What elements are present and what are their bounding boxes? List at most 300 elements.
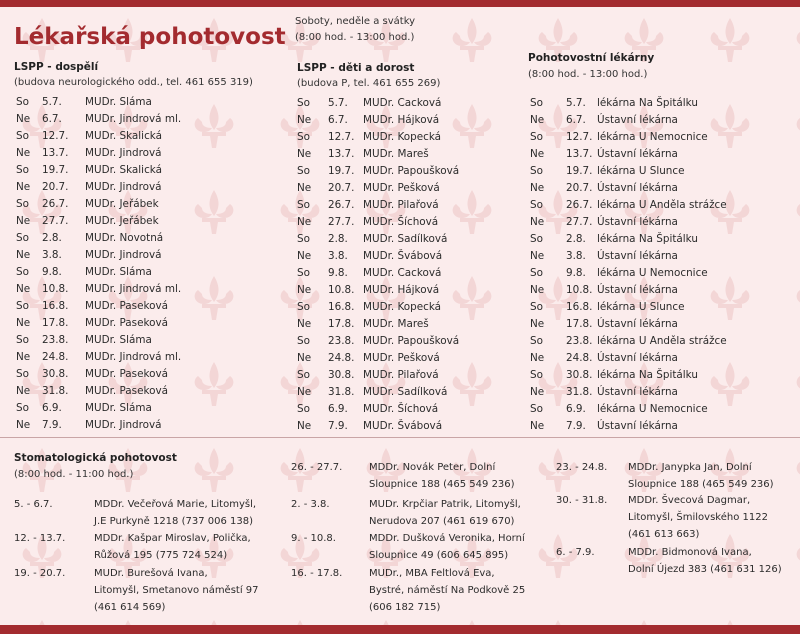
date-cell: 9.8.	[566, 266, 586, 279]
name-cell: Ústavní lékárna	[597, 352, 678, 365]
dental-line: Sloupnice 188 (465 549 236)	[628, 479, 774, 490]
day-cell: Ne	[297, 215, 312, 228]
day-cell: Ne	[530, 215, 545, 228]
name-cell: lékárna U Anděla strážce	[597, 335, 727, 348]
day-cell: Ne	[16, 180, 31, 193]
day-cell: Ne	[297, 318, 312, 331]
date-cell: 12.7.	[566, 130, 593, 143]
date-cell: 17.8.	[566, 318, 593, 331]
day-cell: Ne	[297, 386, 312, 399]
name-cell: MUDr. Papoušková	[363, 164, 460, 177]
name-cell: Ústavní lékárna	[597, 113, 678, 126]
name-cell: MUDr. Kopecká	[363, 130, 442, 143]
name-cell: MUDr. Mareš	[363, 147, 429, 160]
dental-line: Sloupnice 188 (465 549 236)	[369, 479, 515, 490]
date-cell: 6.7.	[566, 113, 586, 126]
day-cell: Ne	[16, 214, 31, 227]
dental-line: (461 614 569)	[94, 602, 166, 613]
day-cell: So	[16, 402, 29, 415]
adult-heading: LSPP - dospělí	[14, 61, 99, 73]
pharmacy-schedule-row	[530, 162, 727, 179]
children-schedule-row	[297, 230, 459, 247]
adult-schedule-list	[16, 93, 181, 434]
day-cell: Ne	[297, 113, 312, 126]
children-schedule-row	[297, 333, 459, 350]
children-schedule-row	[297, 418, 459, 435]
pharmacy-schedule-row	[530, 145, 727, 162]
dental-line: (461 613 663)	[628, 529, 700, 540]
pharmacy-schedule-row	[530, 333, 727, 350]
dental-heading: Stomatologická pohotovost	[14, 452, 177, 464]
date-cell: 27.7.	[328, 215, 355, 228]
adult-schedule-row	[16, 161, 181, 178]
date-cell: 30.8.	[42, 368, 69, 381]
adult-schedule-row	[16, 178, 181, 195]
adult-schedule-row	[16, 332, 181, 349]
day-cell: Ne	[297, 420, 312, 433]
day-cell: So	[530, 266, 543, 279]
pharmacy-schedule-row	[530, 264, 727, 281]
weekend-note-line: Soboty, neděle a svátky	[295, 16, 416, 27]
pharmacy-schedule-row	[530, 282, 727, 299]
name-cell: MUDr. Sláma	[85, 334, 152, 347]
day-cell: So	[16, 300, 29, 313]
dental-line: Nerudova 207 (461 619 670)	[369, 516, 515, 527]
adult-schedule-row	[16, 383, 181, 400]
pharmacy-schedule-row	[530, 230, 727, 247]
dental-line: MDDr. Bidmonová Ivana,	[628, 547, 752, 558]
day-cell: Ne	[530, 249, 545, 262]
name-cell: Ústavní lékárna	[597, 284, 678, 297]
date-cell: 5.7.	[566, 96, 586, 109]
date-cell: 3.8.	[42, 248, 62, 261]
name-cell: MUDr. Skalická	[85, 163, 162, 176]
dental-text	[94, 565, 304, 616]
date-cell: 26.7.	[566, 198, 593, 211]
name-cell: Ústavní lékárna	[597, 420, 678, 433]
children-schedule-row	[297, 350, 459, 367]
dental-line: MDDr. Dušková Veronika, Horní	[369, 533, 525, 544]
day-cell: So	[16, 129, 29, 142]
pharmacy-schedule-row	[530, 128, 727, 145]
name-cell: MUDr. Paseková	[85, 300, 168, 313]
date-cell: 7.9.	[328, 420, 348, 433]
day-cell: So	[530, 96, 543, 109]
pharmacy-schedule-row	[530, 418, 727, 435]
date-cell: 19.7.	[566, 164, 593, 177]
dental-date: 23. - 24.8.	[556, 462, 608, 473]
day-cell: So	[16, 163, 29, 176]
pharmacy-schedule-row	[530, 213, 727, 230]
pharmacy-schedule-row	[530, 179, 727, 196]
adult-schedule-row	[16, 144, 181, 161]
name-cell: MUDr. Šíchová	[363, 215, 439, 228]
day-cell: Ne	[297, 284, 312, 297]
date-cell: 27.7.	[42, 214, 69, 227]
dental-line: Dolní Újezd 383 (461 631 126)	[628, 564, 782, 575]
name-cell: MUDr. Papoušková	[363, 335, 460, 348]
date-cell: 3.8.	[328, 249, 348, 262]
date-cell: 16.8.	[328, 301, 355, 314]
date-cell: 10.8.	[566, 284, 593, 297]
children-schedule-row	[297, 94, 459, 111]
children-heading: LSPP - děti a dorost	[297, 62, 415, 74]
dental-line: MDDr. Švecová Dagmar,	[628, 495, 751, 506]
name-cell: MUDr. Cacková	[363, 96, 442, 109]
adult-schedule-row	[16, 315, 181, 332]
name-cell: MUDr. Sláma	[85, 402, 152, 415]
day-cell: Ne	[16, 146, 31, 159]
day-cell: So	[297, 335, 310, 348]
day-cell: So	[16, 265, 29, 278]
date-cell: 24.8.	[42, 351, 69, 364]
pharmacy-schedule-list	[530, 94, 727, 435]
name-cell: MUDr. Švábová	[363, 249, 443, 262]
name-cell: lékárna Na Špitálku	[597, 96, 698, 109]
children-schedule-row	[297, 316, 459, 333]
date-cell: 12.7.	[328, 130, 355, 143]
date-cell: 17.8.	[328, 318, 355, 331]
date-cell: 16.8.	[42, 300, 69, 313]
pharmacy-schedule-row	[530, 384, 727, 401]
day-cell: So	[297, 198, 310, 211]
date-cell: 6.9.	[328, 403, 348, 416]
date-cell: 6.7.	[328, 113, 348, 126]
adult-schedule-row	[16, 349, 181, 366]
adult-schedule-row	[16, 246, 181, 263]
name-cell: MUDr. Kopecká	[363, 301, 442, 314]
date-cell: 31.8.	[42, 385, 69, 398]
adult-subtitle: (budova neurologického odd., tel. 461 655 319)	[14, 77, 253, 88]
dental-line: Bystré, náměstí Na Podkově 25	[369, 585, 526, 596]
adult-schedule-row	[16, 93, 181, 110]
date-cell: 2.8.	[566, 232, 586, 245]
dental-text	[94, 530, 304, 564]
date-cell: 24.8.	[328, 352, 355, 365]
pharmacy-subtitle: (8:00 hod. - 13:00 hod.)	[528, 69, 648, 80]
dental-text	[369, 530, 579, 564]
dental-text	[628, 492, 800, 543]
pharmacy-schedule-row	[530, 367, 727, 384]
date-cell: 6.9.	[42, 402, 62, 415]
name-cell: MUDr. Sláma	[85, 265, 152, 278]
date-cell: 31.8.	[328, 386, 355, 399]
day-cell: So	[16, 368, 29, 381]
name-cell: MUDr. Cacková	[363, 266, 442, 279]
pharmacy-heading: Pohotovostní lékárny	[528, 52, 655, 64]
day-cell: So	[530, 130, 543, 143]
date-cell: 7.9.	[42, 419, 62, 432]
pharmacy-schedule-row	[530, 196, 727, 213]
adult-schedule-row	[16, 110, 181, 127]
children-schedule-row	[297, 145, 459, 162]
day-cell: Ne	[16, 385, 31, 398]
date-cell: 3.8.	[566, 249, 586, 262]
pharmacy-schedule-row	[530, 94, 727, 111]
name-cell: MUDr. Jindrová	[85, 180, 162, 193]
date-cell: 23.8.	[566, 335, 593, 348]
day-cell: Ne	[16, 351, 31, 364]
name-cell: MUDr. Jindrová ml.	[85, 351, 182, 364]
day-cell: Ne	[16, 317, 31, 330]
dental-text	[628, 459, 800, 493]
name-cell: MUDr. Jindrová	[85, 248, 162, 261]
name-cell: lékárna U Anděla strážce	[597, 198, 727, 211]
date-cell: 6.9.	[566, 403, 586, 416]
name-cell: MUDr. Hájková	[363, 113, 440, 126]
day-cell: So	[530, 369, 543, 382]
date-cell: 26.7.	[42, 197, 69, 210]
adult-schedule-row	[16, 417, 181, 434]
name-cell: Ústavní lékárna	[597, 147, 678, 160]
day-cell: So	[530, 335, 543, 348]
date-cell: 9.8.	[42, 265, 62, 278]
name-cell: Ústavní lékárna	[597, 318, 678, 331]
date-cell: 20.7.	[328, 181, 355, 194]
date-cell: 13.7.	[42, 146, 69, 159]
page-title: Lékařská pohotovost	[14, 24, 286, 50]
day-cell: So	[297, 403, 310, 416]
day-cell: Ne	[530, 113, 545, 126]
adult-schedule-row	[16, 127, 181, 144]
date-cell: 20.7.	[42, 180, 69, 193]
name-cell: MUDr. Jeřábek	[85, 214, 159, 227]
day-cell: Ne	[16, 419, 31, 432]
day-cell: Ne	[16, 112, 31, 125]
adult-schedule-row	[16, 281, 181, 298]
name-cell: lékárna Na Špitálku	[597, 232, 698, 245]
name-cell: MUDr. Novotná	[85, 231, 164, 244]
dental-line: Sloupnice 49 (606 645 895)	[369, 550, 509, 561]
children-schedule-row	[297, 264, 459, 281]
dental-date: 26. - 27.7.	[291, 462, 343, 473]
name-cell: MUDr. Jindrová ml.	[85, 112, 182, 125]
date-cell: 6.7.	[42, 112, 62, 125]
date-cell: 9.8.	[328, 266, 348, 279]
date-cell: 2.8.	[42, 231, 62, 244]
name-cell: MUDr. Skalická	[85, 129, 162, 142]
dental-line: MUDr., MBA Feltlová Eva,	[369, 568, 495, 579]
date-cell: 13.7.	[566, 147, 593, 160]
dental-line: MUDr. Krpčiar Patrik, Litomyšl,	[369, 499, 521, 510]
day-cell: So	[297, 164, 310, 177]
dental-subtitle: (8:00 hod. - 11:00 hod.)	[14, 469, 134, 480]
day-cell: So	[297, 96, 310, 109]
dental-line: Litomyšl, Šmilovského 1122	[628, 512, 768, 523]
dental-line: MDDr. Janypka Jan, Dolní	[628, 462, 752, 473]
date-cell: 7.9.	[566, 420, 586, 433]
day-cell: Ne	[297, 181, 312, 194]
day-cell: So	[297, 130, 310, 143]
dental-text	[628, 544, 800, 578]
children-schedule-row	[297, 111, 459, 128]
dental-date: 5. - 6.7.	[14, 499, 53, 510]
day-cell: Ne	[16, 283, 31, 296]
children-subtitle: (budova P, tel. 461 655 269)	[297, 78, 441, 89]
day-cell: Ne	[530, 284, 545, 297]
date-cell: 23.8.	[42, 334, 69, 347]
date-cell: 19.7.	[328, 164, 355, 177]
day-cell: Ne	[530, 352, 545, 365]
dental-line: MDDr. Novák Peter, Dolní	[369, 462, 496, 473]
name-cell: MUDr. Sadílková	[363, 386, 448, 399]
date-cell: 30.8.	[566, 369, 593, 382]
name-cell: MUDr. Jeřábek	[85, 197, 159, 210]
dental-date: 12. - 13.7.	[14, 533, 66, 544]
name-cell: MUDr. Paseková	[85, 385, 168, 398]
date-cell: 24.8.	[566, 352, 593, 365]
dental-line: J.E Purkyně 1218 (737 006 138)	[94, 516, 253, 527]
date-cell: 17.8.	[42, 317, 69, 330]
section-divider	[0, 437, 800, 438]
date-cell: 5.7.	[328, 96, 348, 109]
day-cell: So	[530, 232, 543, 245]
children-schedule-row	[297, 247, 459, 264]
children-schedule-row	[297, 401, 459, 418]
adult-schedule-row	[16, 366, 181, 383]
day-cell: Ne	[530, 147, 545, 160]
day-cell: So	[530, 403, 543, 416]
name-cell: lékárna U Nemocnice	[597, 266, 708, 279]
date-cell: 26.7.	[328, 198, 355, 211]
name-cell: Ústavní lékárna	[597, 181, 678, 194]
name-cell: MUDr. Šíchová	[363, 403, 439, 416]
dental-text	[369, 565, 579, 616]
name-cell: Ústavní lékárna	[597, 215, 678, 228]
date-cell: 27.7.	[566, 215, 593, 228]
dental-line: MDDr. Kašpar Miroslav, Polička,	[94, 533, 251, 544]
children-schedule-row	[297, 213, 459, 230]
date-cell: 10.8.	[42, 283, 69, 296]
day-cell: Ne	[297, 249, 312, 262]
adult-schedule-row	[16, 212, 181, 229]
name-cell: MUDr. Švábová	[363, 420, 443, 433]
name-cell: lékárna U Nemocnice	[597, 403, 708, 416]
children-schedule-row	[297, 179, 459, 196]
day-cell: So	[16, 197, 29, 210]
day-cell: So	[16, 95, 29, 108]
dental-line: Litomyšl, Smetanovo náměstí 97	[94, 585, 259, 596]
dental-line: Růžová 195 (775 724 524)	[94, 550, 228, 561]
day-cell: Ne	[297, 352, 312, 365]
name-cell: MUDr. Pešková	[363, 352, 440, 365]
children-schedule-row	[297, 384, 459, 401]
pharmacy-schedule-row	[530, 401, 727, 418]
weekend-note-hours: (8:00 hod. - 13:00 hod.)	[295, 32, 415, 43]
dental-date: 30. - 31.8.	[556, 495, 608, 506]
day-cell: Ne	[530, 181, 545, 194]
day-cell: Ne	[16, 248, 31, 261]
pharmacy-schedule-row	[530, 247, 727, 264]
children-schedule-row	[297, 196, 459, 213]
dental-date: 6. - 7.9.	[556, 547, 595, 558]
name-cell: MUDr. Pešková	[363, 181, 440, 194]
day-cell: So	[530, 198, 543, 211]
date-cell: 20.7.	[566, 181, 593, 194]
date-cell: 5.7.	[42, 95, 62, 108]
name-cell: MUDr. Sláma	[85, 95, 152, 108]
day-cell: So	[297, 266, 310, 279]
day-cell: So	[16, 334, 29, 347]
name-cell: MUDr. Jindrová	[85, 419, 162, 432]
name-cell: lékárna Na Špitálku	[597, 369, 698, 382]
date-cell: 12.7.	[42, 129, 69, 142]
pharmacy-schedule-row	[530, 111, 727, 128]
pharmacy-schedule-row	[530, 316, 727, 333]
day-cell: So	[297, 232, 310, 245]
dental-line: MUDr. Burešová Ivana,	[94, 568, 208, 579]
dental-text	[94, 496, 304, 530]
dental-date: 16. - 17.8.	[291, 568, 343, 579]
day-cell: So	[530, 164, 543, 177]
day-cell: Ne	[530, 386, 545, 399]
adult-schedule-row	[16, 263, 181, 280]
children-schedule-row	[297, 282, 459, 299]
name-cell: lékárna U Nemocnice	[597, 130, 708, 143]
dental-date: 2. - 3.8.	[291, 499, 330, 510]
adult-schedule-row	[16, 298, 181, 315]
date-cell: 2.8.	[328, 232, 348, 245]
day-cell: Ne	[530, 420, 545, 433]
name-cell: MUDr. Paseková	[85, 317, 168, 330]
name-cell: MUDr. Jindrová	[85, 146, 162, 159]
adult-schedule-row	[16, 400, 181, 417]
dental-text	[369, 496, 579, 530]
date-cell: 16.8.	[566, 301, 593, 314]
dental-line: (606 182 715)	[369, 602, 441, 613]
adult-schedule-row	[16, 229, 181, 246]
dental-date: 9. - 10.8.	[291, 533, 336, 544]
name-cell: Ústavní lékárna	[597, 249, 678, 262]
children-schedule-row	[297, 128, 459, 145]
day-cell: Ne	[297, 147, 312, 160]
date-cell: 23.8.	[328, 335, 355, 348]
name-cell: MUDr. Pilařová	[363, 369, 439, 382]
date-cell: 13.7.	[328, 147, 355, 160]
weekend-note	[295, 14, 415, 46]
dental-line: MDDr. Večeřová Marie, Litomyšl,	[94, 499, 257, 510]
name-cell: MUDr. Hájková	[363, 284, 440, 297]
bottom-border	[0, 625, 800, 634]
name-cell: MUDr. Pilařová	[363, 198, 439, 211]
name-cell: MUDr. Mareš	[363, 318, 429, 331]
dental-text	[369, 459, 579, 493]
adult-schedule-row	[16, 195, 181, 212]
date-cell: 30.8.	[328, 369, 355, 382]
children-schedule-list	[297, 94, 459, 435]
name-cell: MUDr. Sadílková	[363, 232, 448, 245]
name-cell: lékárna U Slunce	[597, 164, 685, 177]
day-cell: Ne	[530, 318, 545, 331]
day-cell: So	[297, 369, 310, 382]
children-schedule-row	[297, 299, 459, 316]
pharmacy-schedule-row	[530, 350, 727, 367]
pharmacy-schedule-row	[530, 299, 727, 316]
children-schedule-row	[297, 162, 459, 179]
date-cell: 31.8.	[566, 386, 593, 399]
dental-date: 19. - 20.7.	[14, 568, 66, 579]
name-cell: Ústavní lékárna	[597, 386, 678, 399]
day-cell: So	[297, 301, 310, 314]
date-cell: 10.8.	[328, 284, 355, 297]
day-cell: So	[16, 231, 29, 244]
name-cell: MUDr. Paseková	[85, 368, 168, 381]
children-schedule-row	[297, 367, 459, 384]
date-cell: 19.7.	[42, 163, 69, 176]
day-cell: So	[530, 301, 543, 314]
name-cell: MUDr. Jindrová ml.	[85, 283, 182, 296]
name-cell: lékárna U Slunce	[597, 301, 685, 314]
